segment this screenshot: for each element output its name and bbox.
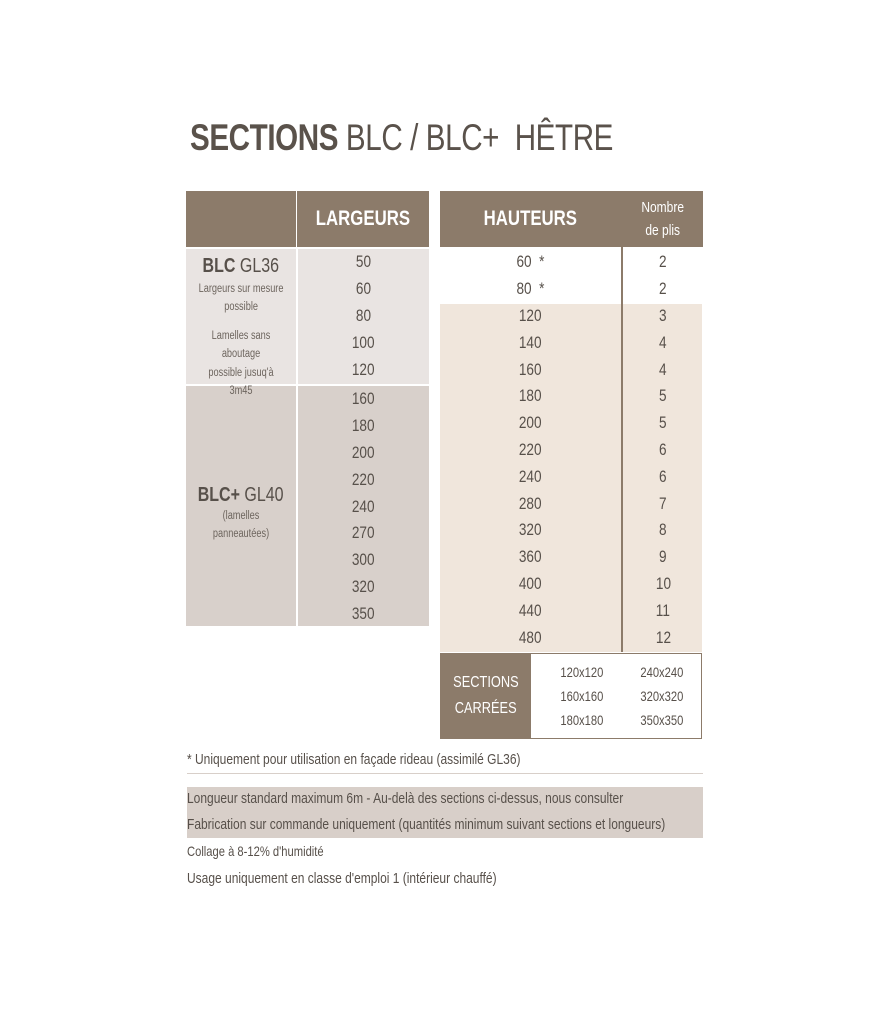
section-carree: 120x120 (560, 664, 604, 680)
note-collage: Collage à 8-12% d'humidité (187, 843, 324, 859)
sections-carrees-label: SECTIONS CARRÉES (440, 653, 531, 739)
blcplus-width: 350 (352, 603, 375, 623)
section-carree: 160x160 (560, 688, 604, 704)
blcplus-width: 300 (352, 550, 375, 570)
plis-value: 10 (655, 573, 671, 593)
height-value: 220 (519, 439, 542, 459)
header-largeurs: LARGEURS (297, 191, 429, 247)
blc-width: 60 (355, 279, 372, 299)
blc-width: 80 (355, 305, 372, 325)
height-value: 80 * (516, 279, 545, 299)
blcplus-label: BLC+ GL40 (lamelles panneautées) (198, 484, 284, 541)
header-hauteurs: HAUTEURS (440, 191, 621, 247)
blcplus-width: 270 (352, 523, 375, 543)
height-value: 60 * (516, 252, 545, 272)
plis-value: 6 (659, 466, 667, 486)
blcplus-width: 320 (352, 576, 375, 596)
plis-value: 8 (659, 520, 667, 540)
page-title (190, 117, 719, 159)
blc-width: 100 (352, 332, 375, 352)
height-value: 400 (519, 573, 542, 593)
height-value: 240 (519, 466, 542, 486)
plis-value: 5 (659, 413, 667, 433)
plis-list (623, 249, 703, 651)
blc-label: BLC GL36 Largeurs sur mesure possible Lamelles sans aboutage possible jusuq'à 3m45 (198, 255, 284, 397)
blc-widths-list (298, 249, 429, 383)
height-value: 200 (519, 413, 542, 433)
sections-carrees-col1 (540, 660, 624, 732)
height-value: 140 (519, 332, 542, 352)
height-value: 320 (519, 520, 542, 540)
height-value: 480 (519, 627, 542, 647)
plis-value: 7 (659, 493, 667, 513)
plis-value: 4 (659, 332, 667, 352)
height-value: 180 (519, 386, 542, 406)
plis-value: 11 (655, 600, 671, 620)
plis-value: 2 (659, 279, 667, 299)
blcplus-width: 200 (352, 442, 375, 462)
blc-width: 50 (355, 252, 372, 272)
height-value: 440 (519, 600, 542, 620)
plis-value: 12 (655, 627, 671, 647)
blcplus-width: 220 (352, 469, 375, 489)
blcplus-width: 160 (352, 389, 375, 409)
plis-value: 9 (659, 547, 667, 567)
note-longueur: Longueur standard maximum 6m - Au-delà des sections ci-dessus, nous consulter (187, 790, 624, 807)
heights-list (440, 249, 621, 651)
plis-value: 5 (659, 386, 667, 406)
sections-carrees-col2 (620, 660, 704, 732)
plis-value: 2 (659, 252, 667, 272)
height-value: 120 (519, 305, 542, 325)
section-carree: 180x180 (560, 712, 604, 728)
blc-width: 120 (352, 359, 375, 379)
height-value: 160 (519, 359, 542, 379)
header-nombre-plis: Nombre de plis (623, 191, 703, 247)
note-usage: Usage uniquement en classe d'emploi 1 (intérieur chauffé) (187, 870, 497, 887)
plis-value: 6 (659, 439, 667, 459)
header-left-blank (186, 191, 296, 247)
plis-value: 4 (659, 359, 667, 379)
height-value: 280 (519, 493, 542, 513)
section-carree: 240x240 (640, 664, 684, 680)
blcplus-width: 180 (352, 416, 375, 436)
blcplus-width: 240 (352, 496, 375, 516)
blcplus-widths-list (298, 386, 429, 627)
title-rest: BLC / BLC+ HÊTRE (338, 117, 614, 158)
note-fabrication: Fabrication sur commande uniquement (quantités minimum suivant sections et longueurs) (187, 816, 666, 833)
section-carree: 350x350 (640, 712, 684, 728)
section-carree: 320x320 (640, 688, 684, 704)
plis-value: 3 (659, 305, 667, 325)
asterisk-note: * Uniquement pour utilisation en façade rideau (assimilé GL36) (187, 751, 703, 774)
height-value: 360 (519, 547, 542, 567)
title-bold: SECTIONS (190, 117, 339, 158)
